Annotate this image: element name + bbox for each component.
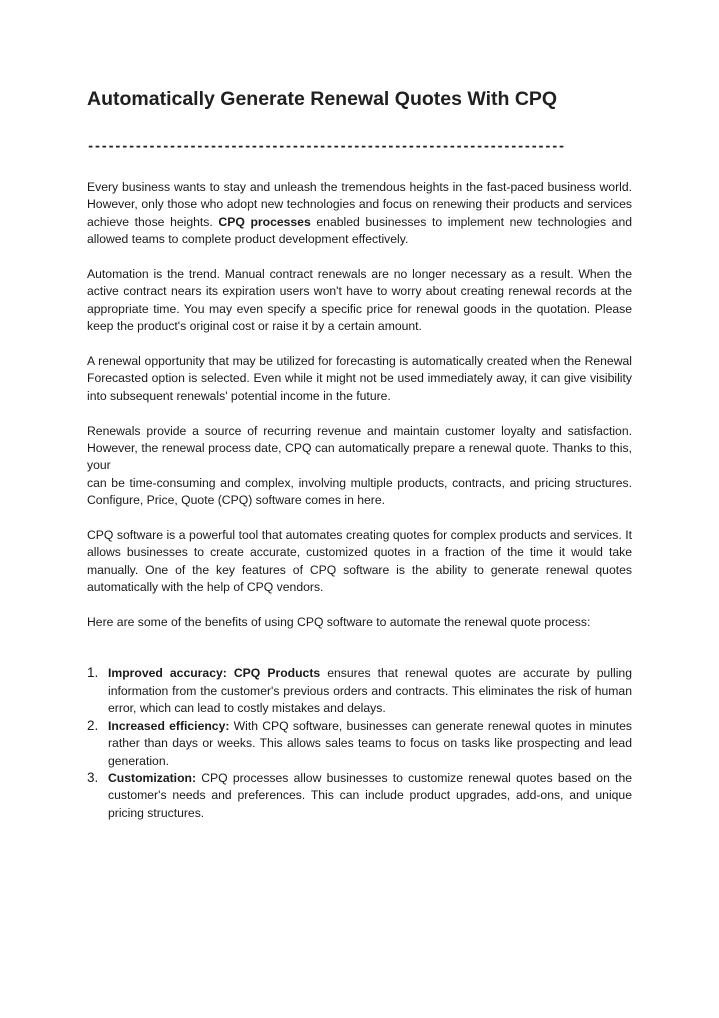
paragraph-renewals	[87, 423, 632, 510]
list-item-heading: Improved accuracy: CPQ Products	[108, 666, 321, 681]
article-body	[87, 179, 632, 822]
list-item-text: With CPQ software, businesses can generate renewal quotes in minutes rather than days or weeks. This allows sales teams to focus on tasks like prospecting and lead generation.	[108, 718, 633, 768]
list-item-heading: Increased efficiency:	[108, 718, 230, 733]
paragraph-intro	[87, 179, 632, 249]
list-item-text: CPQ processes allow businesses to customize renewal quotes based on the customer's needs and preferences. This can include product upgrades, add-ons, and unique pricing structures.	[108, 770, 632, 820]
bold-link-text: CPQ processes	[218, 214, 311, 229]
list-number: 2.	[87, 717, 99, 733]
paragraph-text: can be time-consuming and complex, involving multiple products, contracts, and pricing structures. Configure, Price, Quote (CPQ) software comes in here.	[87, 475, 632, 508]
paragraph-text: enabled businesses to implement new technologies and allowed teams to complete product development effectively.	[87, 214, 633, 247]
paragraph-benefits-intro: Here are some of the benefits of using CPQ software to automate the renewal quote process:	[87, 615, 591, 630]
paragraph-text: Every business wants to stay and unleash the tremendous heights in the fast-paced business world. However, only those who adopt new technologies and focus on renewing their products and services achieve those heights.	[87, 180, 632, 229]
paragraph-text: Renewals provide a source of recurring revenue and maintain customer loyalty and satisfaction. However, the renewal process date, CPQ can automatically prepare a renewal quote. Thanks to this, your	[87, 423, 632, 473]
list-item-heading: Customization:	[108, 770, 197, 785]
page-title: Automatically Generate Renewal Quotes With CPQ	[87, 88, 558, 110]
list-number: 1.	[87, 665, 99, 681]
paragraph-cpq-software: CPQ software is a powerful tool that automates creating quotes for complex products and services. It allows businesses to create accurate, customized quotes in a fraction of the time it would take manually. One of the key features of CPQ software is the ability to generate renewal quotes automatically with the help of CPQ vendors.	[87, 528, 632, 595]
title-divider: ----------------------------------------------------------------------	[87, 139, 565, 153]
list-number: 3.	[87, 769, 99, 785]
list-item	[87, 770, 632, 822]
benefits-list	[87, 665, 632, 822]
list-item	[87, 665, 632, 717]
paragraph-forecast: A renewal opportunity that may be utilized for forecasting is automatically created when the Renewal Forecasted option is selected. Even while it might not be used immediately away, it can give visibility into subsequent renewals' potential income in the future.	[87, 354, 632, 403]
paragraph-automation: Automation is the trend. Manual contract renewals are no longer necessary as a result. When the active contract nears its expiration users won't have to worry about creating renewal records at the appropriate time. You may even specify a specific price for renewal goods in the quotation. Please keep the product's original cost or raise it by a certain amount.	[87, 267, 632, 334]
list-item	[87, 718, 632, 770]
list-item-text: ensures that renewal quotes are accurate by pulling information from the customer's previous orders and contracts. This eliminates the risk of human error, which can lead to costly mistakes and delays.	[108, 666, 632, 716]
